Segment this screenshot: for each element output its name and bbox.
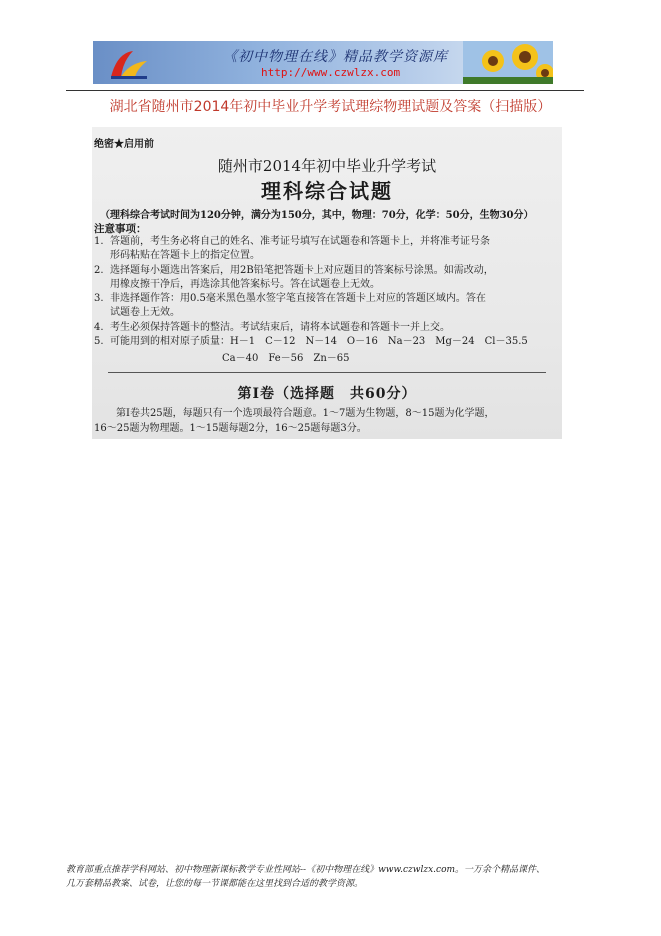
confidential-mark: 绝密★启用前: [94, 139, 154, 150]
exam-info: （理科综合考试时间为120分钟，满分为150分，其中，物理：70分，化学：50分，生物30分）: [100, 210, 534, 221]
note-number: 3.: [94, 293, 104, 304]
part-description-line: 第Ⅰ卷共25题，每题只有一个选项最符合题意。1～7题为生物题，8～15题为化学题，: [116, 408, 495, 419]
note-text: 用橡皮擦干净后，再选涂其他答案标号。答在试题卷上无效。: [110, 279, 380, 290]
banner-title: 《初中物理在线》精品教学资源库: [223, 49, 448, 65]
note-text: 考生必须保持答题卡的整洁。考试结束后，请将本试题卷和答题卡一并上交。: [110, 322, 450, 333]
note-item: [94, 292, 486, 320]
note-item: [94, 321, 450, 335]
note-number: 1.: [94, 236, 104, 247]
header-banner: [93, 41, 553, 84]
note-number: 2.: [94, 265, 104, 276]
footer-line: 几万套精品教案、试卷，让您的每一节课都能在这里找到合适的教学资源。: [66, 879, 364, 889]
exam-heading: 随州市2014年初中毕业升学考试: [217, 157, 437, 175]
note-text: 选择题每小题选出答案后，用2B铅笔把答题卡上对应题目的答案标号涂黑。如需改动，: [110, 265, 494, 276]
part-title: 第Ⅰ卷（选择题 共60分）: [237, 386, 417, 402]
note-text: 非选择题作答：用0.5毫米黑色墨水签字笔直接答在答题卡上对应的答题区域内。答在: [110, 293, 486, 304]
note-item: [94, 264, 494, 292]
note-text: 可能用到的相对原子质量：H－1 C－12 N－14 O－16 Na－23 Mg－24 Cl－35.5: [110, 336, 528, 347]
scanned-exam-image: [92, 127, 562, 439]
footer-line: 教育部重点推荐学科网站、初中物理新课标教学专业性网站--《初中物理在线》www.czwlzx.com。一万余个精品课件、: [66, 865, 546, 875]
note-number: 5.: [94, 336, 104, 347]
note-item: [94, 335, 528, 349]
part-description: [94, 406, 495, 436]
footer: [66, 863, 596, 891]
note-number: 4.: [94, 322, 104, 333]
header-divider: [66, 90, 584, 91]
notes-heading: 注意事项：: [94, 223, 147, 235]
atomic-mass-line: Ca－40 Fe－56 Zn－65: [222, 353, 350, 364]
banner-url[interactable]: http://www.czwlzx.com: [261, 66, 401, 79]
site-logo-icon: [107, 47, 153, 81]
section-divider: [108, 372, 546, 373]
note-text: 答题前，考生务必将自己的姓名、准考证号填写在试题卷和答题卡上，并将准考证号条: [110, 236, 490, 247]
part-description-line: 16～25题为物理题。1～15题每题2分，16～25题每题3分。: [94, 423, 367, 434]
exam-title: 理科综合试题: [261, 179, 393, 203]
note-text: 形码粘贴在答题卡上的指定位置。: [110, 250, 260, 261]
note-item: [94, 235, 490, 263]
sunflower-icon: [463, 41, 553, 84]
page-title: 湖北省随州市2014年初中毕业升学考试理综物理试题及答案（扫描版）: [109, 99, 552, 115]
note-text: 试题卷上无效。: [110, 307, 180, 318]
